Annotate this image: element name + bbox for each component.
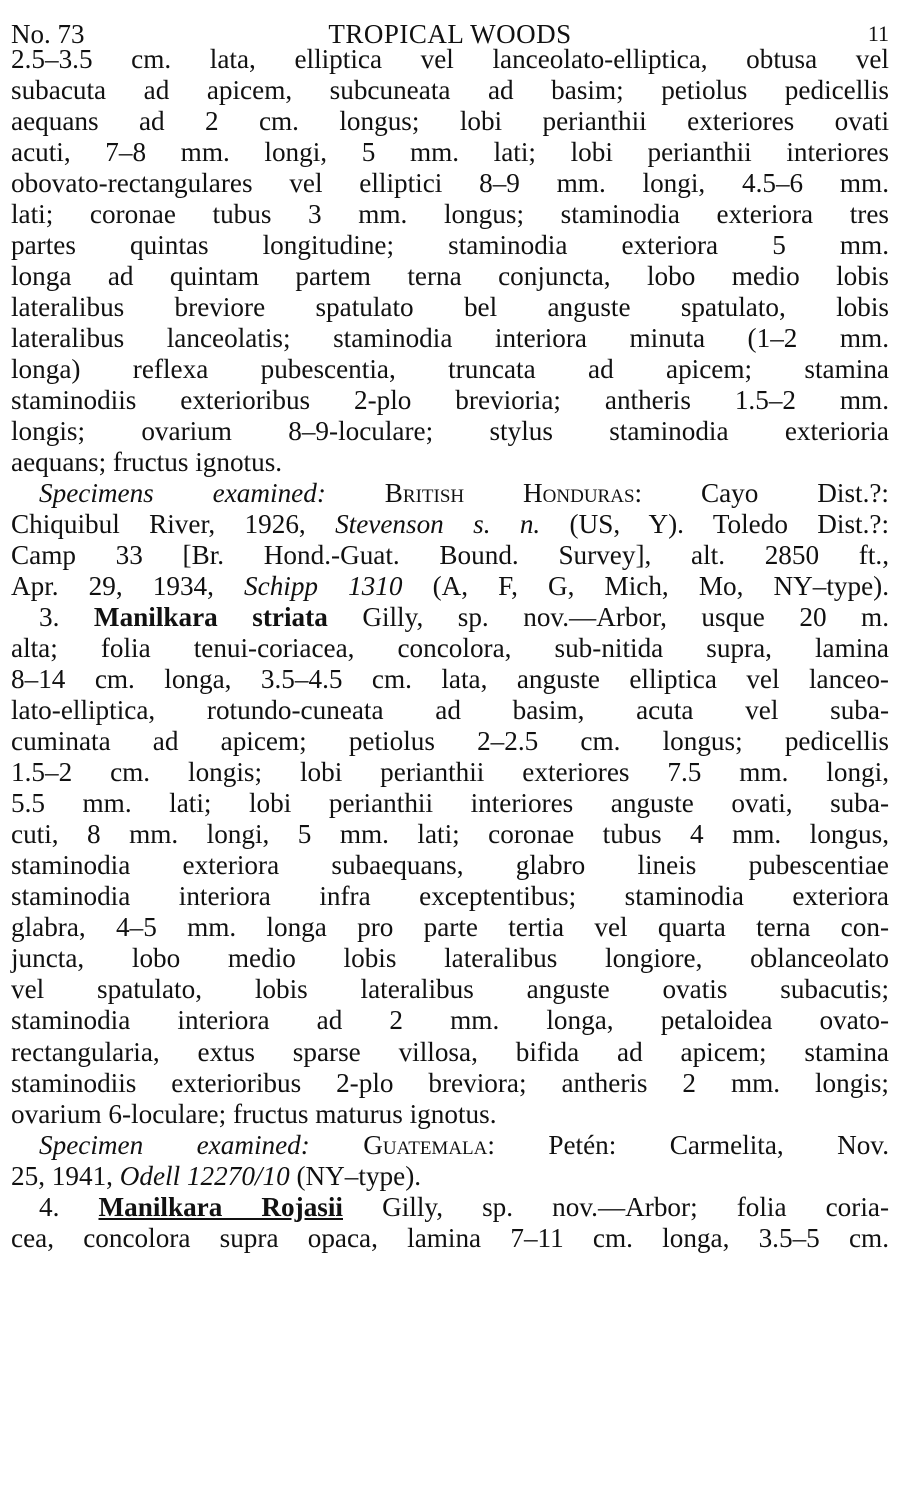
species-heading: 3. Manilkara striata Gilly, sp. nov.—Arbor, usque 20 m. [39,602,889,633]
text-line: glabra, 4–5 mm. longa pro parte tertia vel quarta terna con- [11,912,889,943]
text-line: lateralibus breviore spatulato bel anguste spatulato, lobis [11,292,889,323]
text-line: 5.5 mm. lati; lobi perianthii interiores anguste ovati, suba- [11,788,889,819]
text-line: 2.5–3.5 cm. lata, elliptica vel lanceolato-elliptica, obtusa vel [11,44,889,74]
text-line: longis; ovarium 8–9-loculare; stylus staminodia exterioria [11,416,889,447]
species-name: Manilkara Rojasii [98,1191,343,1222]
text-line: staminodiis exterioribus 2-plo breviora; antheris 2 mm. longis; [11,1067,889,1098]
species-name: Manilkara striata [93,602,328,633]
text-line: 8–14 cm. longa, 3.5–4.5 cm. lata, anguste elliptica vel lanceo- [11,664,889,695]
text-line: staminodiis exterioribus 2-plo brevioria; antheris 1.5–2 mm. [11,385,889,416]
text-line: cea, concolora supra opaca, lamina 7–11 cm. longa, 3.5–5 cm. [11,1222,889,1253]
text-line: acuti, 7–8 mm. longi, 5 mm. lati; lobi perianthii interiores [11,137,889,168]
text-line: staminodia interiora ad 2 mm. longa, petaloidea ovato- [11,1005,889,1036]
text-line: rectangularia, extus sparse villosa, bifida ad apicem; stamina [11,1036,889,1067]
text-line: aequans; fructus ignotus. [11,447,283,478]
text-line: longa ad quintam partem terna conjuncta, lobo medio lobis [11,261,889,292]
text-line: subacuta ad apicem, subcuneata ad basim; petiolus pedicellis [11,75,889,106]
text-line: partes quintas longitudine; staminodia exteriora 5 mm. [11,230,889,261]
collector-citation: Schipp 1310 [244,571,403,602]
text-line: staminodia interiora infra exceptentibus; staminodia exteriora [11,881,889,912]
issue-number: No. 73 [11,19,85,49]
species-2-description [11,44,889,478]
text-line: Chiquibul River, 1926, Stevenson s. n. (US, Y). Toledo Dist.?: [11,509,890,540]
text-line: Camp 33 [Br. Hond.-Guat. Bound. Survey], alt. 2850 ft., [11,540,889,571]
body-text [11,44,889,1254]
specimens-examined-species-3 [11,1130,889,1192]
specimens-examined-species-2 [11,478,889,602]
page-number: 11 [867,21,889,46]
text-line: vel spatulato, lobis lateralibus anguste ovatis subacutis; [11,974,889,1005]
species-3-entry [11,602,889,1129]
text-line: aequans ad 2 cm. longus; lobi perianthii exteriores ovati [11,106,889,137]
text-line: staminodia exteriora subaequans, glabro lineis pubescentiae [11,850,889,881]
text-line: alta; folia tenui-coriacea, concolora, sub-nitida supra, lamina [11,633,889,664]
text-line: Apr. 29, 1934, Schipp 1310 (A, F, G, Mich, Mo, NY–type). [11,571,889,602]
text-line: ovarium 6-loculare; fructus maturus ignotus. [11,1098,497,1129]
text-line: obovato-rectangulares vel elliptici 8–9 mm. longi, 4.5–6 mm. [11,168,889,199]
text-line: 1.5–2 cm. longis; lobi perianthii exteriores 7.5 mm. longi, [11,757,889,788]
specimens-label: Specimens examined: [39,478,326,509]
country-name: British Honduras [384,478,635,509]
text-line: Specimen examined: Guatemala: Petén: Carmelita, Nov. [39,1129,889,1160]
species-heading: 4. Manilkara Rojasii Gilly, sp. nov.—Arbor; folia coria- [39,1191,890,1222]
journal-title: TROPICAL WOODS [328,19,572,49]
text-line: lato-elliptica, rotundo-cuneata ad basim, acuta vel suba- [11,695,889,726]
text-line: cuminata ad apicem; petiolus 2–2.5 cm. longus; pedicellis [11,726,889,757]
text-line: longa) reflexa pubescentia, truncata ad apicem; stamina [11,354,889,385]
text-line: juncta, lobo medio lobis lateralibus longiore, oblanceolato [11,943,889,974]
species-4-entry [11,1192,889,1254]
text-line: Specimens examined: British Honduras: Cayo Dist.?: [39,478,889,509]
text-line: lateralibus lanceolatis; staminodia interiora minuta (1–2 mm. [11,323,889,354]
specimens-label: Specimen examined: [39,1129,310,1160]
collector-citation: Odell 12270/10 [119,1160,290,1191]
text-line: 25, 1941, Odell 12270/10 (NY–type). [11,1160,422,1191]
collector-citation: Stevenson s. n. [335,509,541,540]
text-line: lati; coronae tubus 3 mm. longus; staminodia exteriora tres [11,199,889,230]
text-line: cuti, 8 mm. longi, 5 mm. lati; coronae tubus 4 mm. longus, [11,819,889,850]
country-name: Guatemala [363,1129,488,1160]
